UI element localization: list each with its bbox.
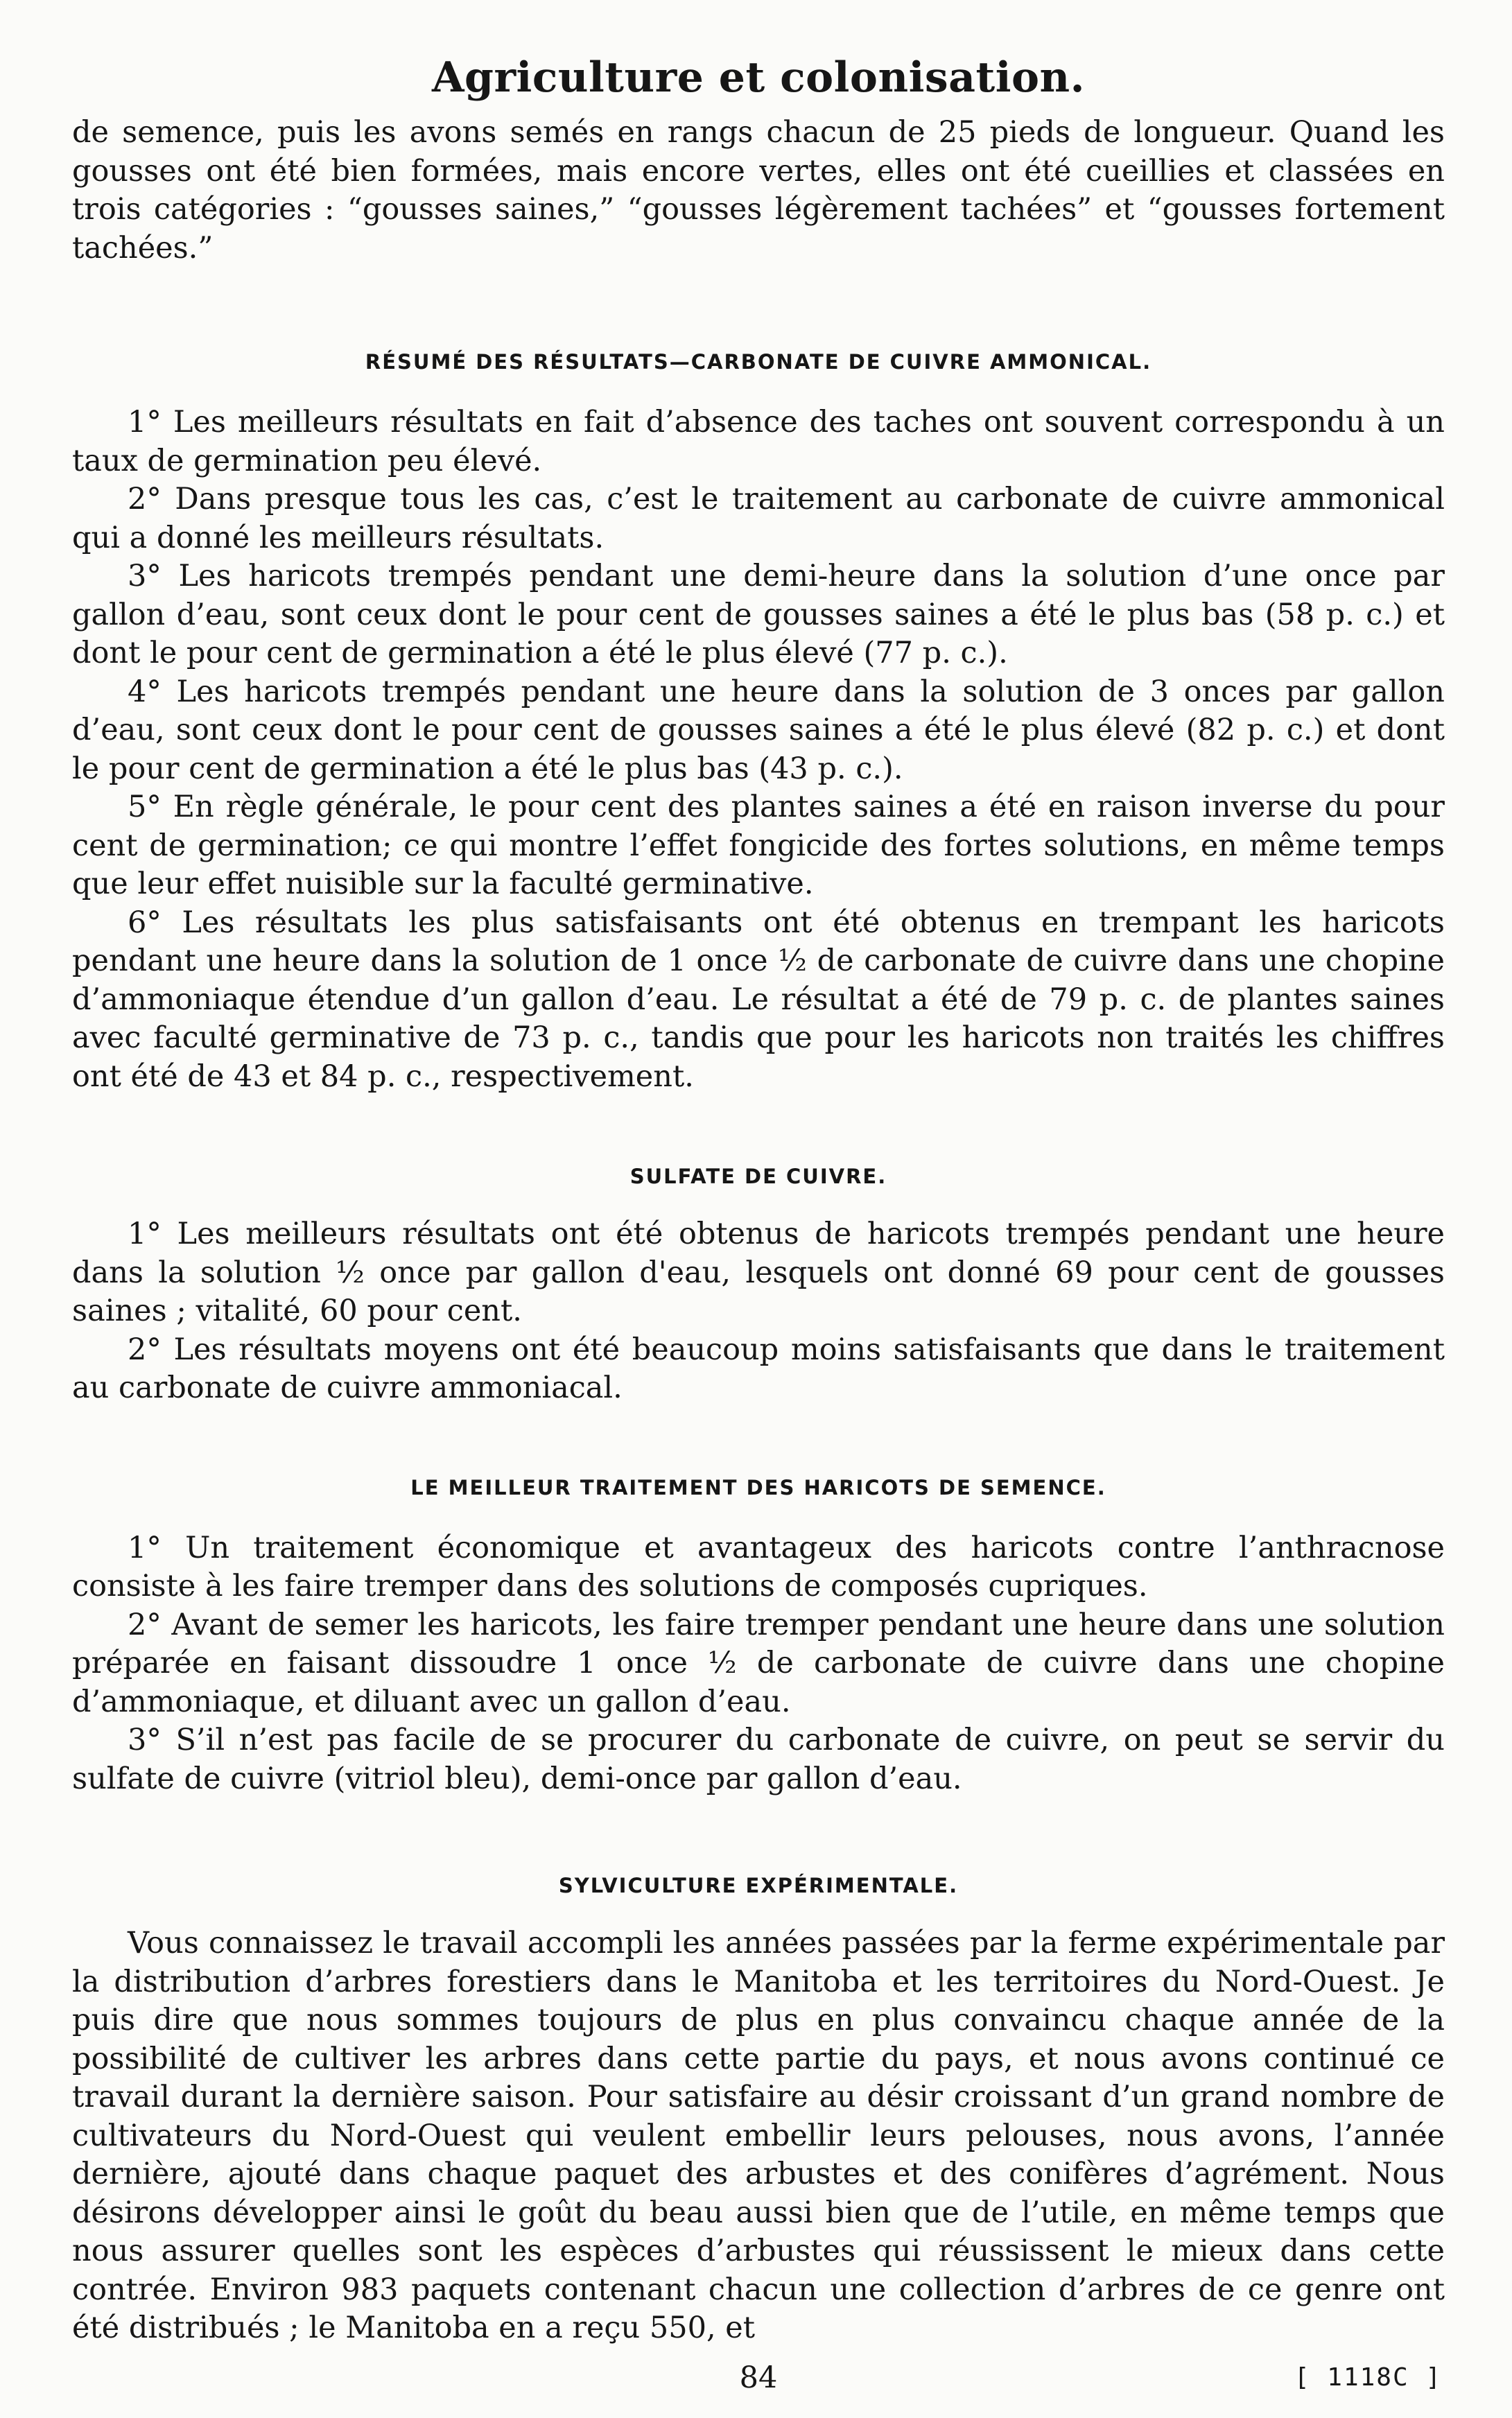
result-item-5: 5° En règle générale, le pour cent des plantes saines a été en raison inverse du pour cent de germination; ce qui montre l’effet fongicide des fortes solutions, en même temps que leur effet nuisible sur la faculté germinative. <box>72 790 1445 901</box>
treatment-item-1: 1° Un traitement économique et avantageux des haricots contre l’anthracnose consiste à les faire tremper dans des solutions de composés cupriques. <box>72 1530 1445 1603</box>
section-title: RÉSUMÉ DES RÉSULTATS—CARBONATE DE CUIVRE AMMONICAL. <box>365 350 1152 374</box>
section-sulfate <box>72 1163 1445 1408</box>
section-best-treatment <box>72 1474 1445 1799</box>
intro-paragraph: de semence, puis les avons semés en rangs chacun de 25 pieds de longueur. Quand les gousses ont été bien formées, mais encore vertes, elles ont été cueillies et classées en trois catégories : “gousses saines,” “gousses légèrement tachées” et “gousses fortement tachées.” <box>72 115 1445 266</box>
treatment-item-3: 3° S’il n’est pas facile de se procurer du carbonate de cuivre, on peut se servir du sulfate de cuivre (vitriol bleu), demi-once par gallon d’eau. <box>72 1723 1445 1796</box>
sulfate-item-2: 2° Les résultats moyens ont été beaucoup moins satisfaisants que dans le traitement au carbonate de cuivre ammoniacal. <box>72 1332 1445 1405</box>
result-item-4: 4° Les haricots trempés pendant une heure dans la solution de 3 onces par gallon d’eau, sont ceux dont le pour cent de gousses saines a été le plus élevé (82 p. c.) et dont le pour cent de germination a été le plus bas (43 p. c.). <box>72 674 1445 786</box>
page-number: 84 <box>739 2360 778 2395</box>
section-title: LE MEILLEUR TRAITEMENT DES HARICOTS DE SEMENCE. <box>410 1475 1106 1499</box>
treatment-item-2: 2° Avant de semer les haricots, les faire tremper pendant une heure dans une solution préparée en faisant dissoudre 1 once ½ de carbonate de cuivre dans une chopine d’ammoniaque, et diluant avec un gallon d’eau. <box>72 1607 1445 1719</box>
running-header: Agriculture et colonisation. <box>431 53 1086 102</box>
sulfate-item-1: 1° Les meilleurs résultats ont été obtenus de haricots trempés pendant une heure dans la solution ½ once par gallon d'eau, lesquels ont donné 69 pour cent de gousses saines ; vitalité, 60 pour cent. <box>72 1217 1445 1328</box>
result-item-2: 2° Dans presque tous les cas, c’est le traitement au carbonate de cuivre ammonical qui a donné les meilleurs résultats. <box>72 482 1445 555</box>
section-title: SYLVICULTURE EXPÉRIMENTALE. <box>558 1874 959 1897</box>
sylviculture-paragraph: Vous connaissez le travail accompli les années passées par la ferme expérimentale par la distribution d’arbres forestiers dans le Manitoba et les territoires du Nord-Ouest. Je puis dire que nous sommes toujours de plus en plus convaincu chaque année de la possibilité de cultiver les arbres dans cette partie du pays, et nous avons continué ce travail durant la dernière saison. Pour satisfaire au désir croissant d’un grand nombre de cultivateurs du Nord-Ouest qui veulent embellir leurs pelouses, nous avons, l’année dernière, ajouté dans chaque paquet des arbustes et des conifères d’agrément. Nous désirons développer ainsi le goût du beau aussi bien que de l’utile, en même temps que nous assurer quelles sont les espèces d’arbustes qui réussissent le mieux dans cette contrée. Environ 983 paquets contenant chacun une collection d’arbres de ce genre ont été distribués ; le Manitoba en a reçu 550, et <box>72 1926 1445 2345</box>
page-footer <box>72 2357 1445 2399</box>
result-item-1: 1° Les meilleurs résultats en fait d’absence des taches ont souvent correspondu à un taux de germination peu élevé. <box>72 405 1445 478</box>
document-page <box>72 50 1445 2393</box>
result-item-3: 3° Les haricots trempés pendant une demi-heure dans la solution d’une once par gallon d’eau, sont ceux dont le pour cent de gousses saines a été le plus bas (58 p. c.) et dont le pour cent de germination a été le plus élevé (77 p. c.). <box>72 559 1445 670</box>
result-item-6: 6° Les résultats les plus satisfaisants ont été obtenus en trempant les haricots pendant une heure dans la solution de 1 once ½ de carbonate de cuivre dans une chopine d’ammoniaque étendue d’un gallon d’eau. Le résultat a été de 79 p. c. de plantes saines avec faculté germinative de 73 p. c., tandis que pour les haricots non traités les chiffres ont été de 43 et 84 p. c., respectivement. <box>72 905 1445 1094</box>
section-title: SULFATE DE CUIVRE. <box>629 1165 887 1188</box>
section-carbonate-results <box>72 348 1445 1096</box>
section-sylviculture <box>72 1872 1445 2348</box>
archive-stamp: [ 1118C ] <box>1294 2363 1442 2392</box>
